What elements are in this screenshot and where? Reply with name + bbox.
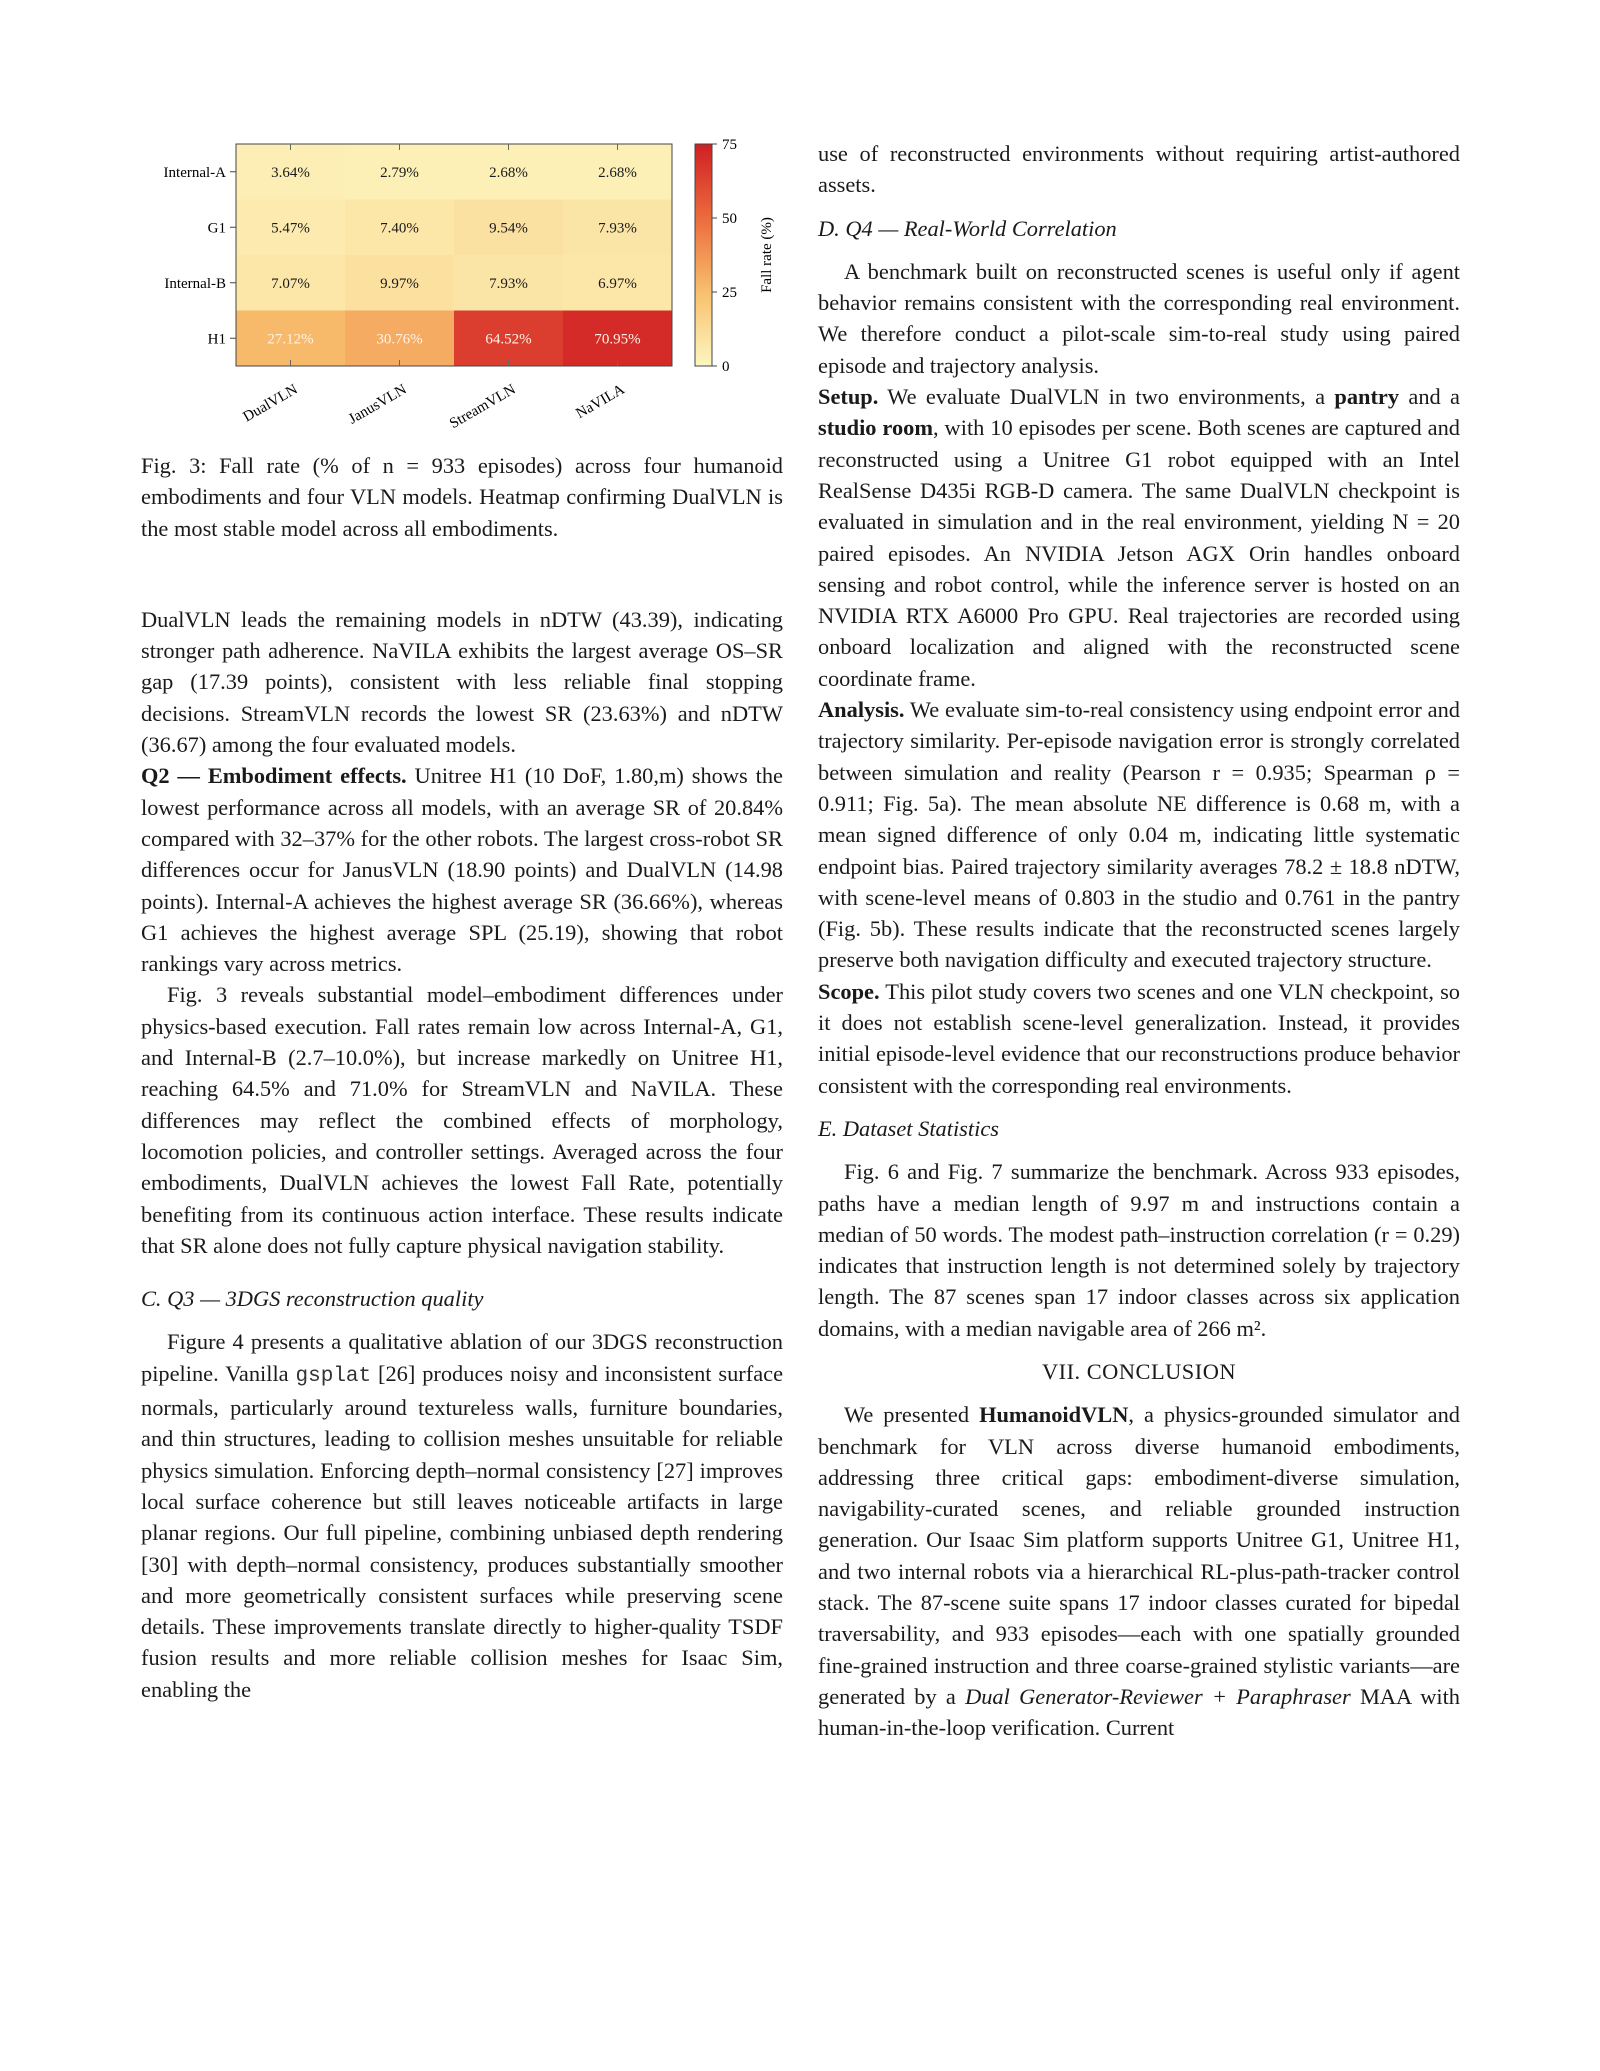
heatmap-cell-label: 7.93% (489, 275, 528, 292)
heatmap-cell-label: 2.68% (489, 164, 528, 181)
section-c-heading: C. Q3 — 3DGS reconstruction quality (141, 1286, 484, 1312)
colorbar-tick-label: 50 (722, 211, 737, 227)
text-run: This pilot study covers two scenes and one VLN checkpoint, so it does not establish scene-level generalization. Instead, it provides initial episode-level evidence that our reconstructions produce behavior consistent with the corresponding real environments. (818, 978, 1460, 1098)
analysis-run-in-heading: Analysis. (818, 697, 905, 723)
text-run: , with 10 episodes per scene. Both scenes are captured and reconstructed using a Unitree G1 robot equipped with an Intel RealSense D435i RGB-D camera. The same DualVLN checkpoint is evaluated in simulation and in the real environment, yielding N = 20 paired episodes. An NVIDIA Jetson AGX Orin handles onboard sensing and robot control, while the inference server is hosted on an NVIDIA RTX A6000 Pro GPU. Real trajectories are recorded using onboard localization and aligned with the reconstructed scene coordinate frame. (818, 415, 1460, 691)
paragraph-dataset-statistics: Fig. 6 and Fig. 7 summarize the benchmark. Across 933 episodes, paths have a median length of 9.97 m and instructions contain a median of 50 words. The modest path–instruction correlation (r = 0.29) indicates that instruction length is not determined solely by trajectory length. The 87 scenes span 17 indoor classes across six application domains, with a median navigable area of 266 m². (818, 1159, 1460, 1341)
paragraph-results-summary: DualVLN leads the remaining models in nDTW (43.39), indicating stronger path adherence. NaVILA exhibits the largest average OS–SR gap (17.39 points), consistent with less reliable final stopping decisions. StreamVLN records the lowest SR (23.63%) and nDTW (36.67) among the four evaluated models. (141, 606, 783, 758)
figure-3 (141, 138, 783, 450)
heatmap-cell-label: 27.12% (267, 331, 314, 348)
paragraph-conclusion (818, 1399, 1460, 1743)
code-gsplat: gsplat (295, 1364, 372, 1388)
left-column (141, 138, 783, 1705)
colorbar-tick-label: 0 (722, 359, 730, 375)
paragraph-q4-intro: A benchmark built on reconstructed scenes is useful only if agent behavior remains consistent with the corresponding real environment. We therefore conduct a pilot-scale sim-to-real study using paired episode and trajectory analysis. (818, 258, 1460, 378)
heatmap-cell-label: 9.54% (489, 220, 528, 237)
text-run: MAA with human-in-the-loop verification. Current (818, 1683, 1460, 1741)
column-label: StreamVLN (446, 381, 519, 433)
paragraph-3dgs-ablation (141, 1326, 783, 1705)
heatmap-cell-label: 6.97% (598, 275, 637, 292)
row-label: G1 (207, 220, 226, 237)
heatmap-cell-label: 9.97% (380, 275, 419, 292)
paragraph-continuation: use of reconstructed environments without requiring artist-authored assets. (818, 141, 1460, 198)
column-label: NaVILA (573, 381, 628, 423)
setup-run-in-heading: Setup. (818, 384, 879, 410)
section-d-heading: D. Q4 — Real-World Correlation (818, 215, 1117, 241)
right-column (818, 138, 1460, 1744)
text-run: We presented (844, 1402, 980, 1428)
heatmap-cell-label: 70.95% (594, 331, 641, 348)
colorbar-label: Fall rate (%) (759, 217, 775, 293)
heatmap-cell-label: 64.52% (485, 331, 532, 348)
italic-maa-name: Dual Generator-Reviewer + Paraphraser (965, 1683, 1351, 1709)
text-run: We evaluate sim-to-real consistency using endpoint error and trajectory similarity. Per-episode navigation error is strongly correlated between simulation and reality (Pearson r = 0.935; Spearman ρ = 0.911; Fig. 5a). The mean absolute NE difference is 0.68 m, with a mean signed difference of only 0.04 m, indicating little systematic endpoint bias. Paired trajectory similarity averages 78.2 ± 18.8 nDTW, with scene-level means of 0.803 in the studio and 0.761 in the pantry (Fig. 5b). These results indicate that the reconstructed scenes largely preserve both navigation difficulty and executed trajectory structure. (818, 697, 1460, 973)
text-run: We evaluate DualVLN in two environments, a (878, 384, 1335, 410)
heatmap-cell-label: 30.76% (376, 331, 423, 348)
heatmap-cell-label: 7.93% (598, 220, 637, 237)
colorbar (695, 144, 712, 366)
heatmap-cell-label: 7.07% (271, 275, 310, 292)
text-run: and a (1399, 384, 1460, 410)
text-run: Figure 4 presents a qualitative ablation of our 3DGS reconstruction pipeline. Vanilla (141, 1329, 783, 1386)
paragraph-scope (818, 976, 1460, 1101)
text-run: , a physics-grounded simulator and benchmark for VLN across diverse humanoid embodiments, addressing three critical gaps: embodiment-diverse simulation, navigability-curated scenes, and reliable grounded instruction generation. Our Isaac Sim platform supports Unitree G1, Unitree H1, and two internal robots via a hierarchical RL-plus-path-tracker control stack. The 87-scene suite spans 17 indoor classes curated for bipedal traversability, and 933 episodes—each with one spatially grounded fine-grained instruction and three coarse-grained stylistic variants—are generated by a (818, 1402, 1460, 1709)
bold-studio-room: studio room (818, 415, 934, 441)
heatmap-cell-label: 7.40% (380, 220, 419, 237)
heatmap-cell-label: 2.68% (598, 164, 637, 181)
row-label: Internal-B (164, 275, 226, 292)
figure-caption: Fig. 3: Fall rate (% of n = 933 episodes) across four humanoid embodiments and four VLN models. Heatmap confirming DualVLN is the most stable model across all embodiments. (141, 453, 783, 541)
column-label: JanusVLN (345, 381, 410, 428)
q2-body: Unitree H1 (10 DoF, 1.80,m) shows the lowest performance across all models, with an average SR of 20.84% compared with 32–37% for the other robots. The largest cross-robot SR differences occur for JanusVLN (18.90 points) and DualVLN (14.98 points). Internal-A achieves the highest average SR (36.66%), whereas G1 achieves the highest average SPL (25.19), showing that robot rankings vary across metrics. (141, 763, 783, 977)
section-e-heading: E. Dataset Statistics (818, 1115, 999, 1141)
row-label: H1 (207, 331, 226, 348)
colorbar-tick-label: 75 (722, 138, 737, 153)
heatmap-cell-label: 5.47% (271, 220, 310, 237)
section-vii-heading: VII. CONCLUSION (1041, 1358, 1237, 1384)
heatmap-cell-label: 3.64% (271, 164, 310, 181)
bold-humanoidvln: HumanoidVLN (979, 1402, 1129, 1428)
column-label: DualVLN (240, 381, 301, 426)
paragraph-fig3-discussion: Fig. 3 reveals substantial model–embodiment differences under physics-based execution. Fall rates remain low across Internal-A, G1, and Internal-B (2.7–10.0%), but increase markedly on Unitree H1, reaching 64.5% and 71.0% for StreamVLN and NaVILA. These differences may reflect the combined effects of morphology, locomotion policies, and controller settings. Averaged across the four embodiments, DualVLN achieves the lowest Fall Rate, potentially benefiting from its continuous action interface. These results indicate that SR alone does not fully capture physical navigation stability. (141, 982, 783, 1258)
paragraph-analysis (818, 694, 1460, 976)
heatmap-cell-label: 2.79% (380, 164, 419, 181)
scope-run-in-heading: Scope. (818, 978, 880, 1004)
row-label: Internal-A (163, 164, 226, 181)
colorbar-tick-label: 25 (722, 285, 737, 301)
text-run: [26] produces noisy and inconsistent surface normals, particularly around textureless walls, furniture boundaries, and thin structures, leading to collision meshes unsuitable for reliable physics simulation. Enforcing depth–normal consistency [27] improves local surface coherence but still leaves noticeable artifacts in large planar regions. Our full pipeline, combining unbiased depth rendering [30] with depth–normal consistency, produces substantially smoother and more geometrically consistent surfaces while preserving scene details. These improvements translate directly to higher-quality TSDF fusion results and more reliable collision meshes for Isaac Sim, enabling the (141, 1360, 784, 1702)
fall-rate-heatmap (141, 138, 783, 450)
paragraph-q2 (141, 760, 783, 979)
bold-pantry: pantry (1334, 384, 1400, 410)
paragraph-setup (818, 381, 1460, 694)
q2-run-in-heading: Q2 — Embodiment effects. (141, 763, 407, 789)
